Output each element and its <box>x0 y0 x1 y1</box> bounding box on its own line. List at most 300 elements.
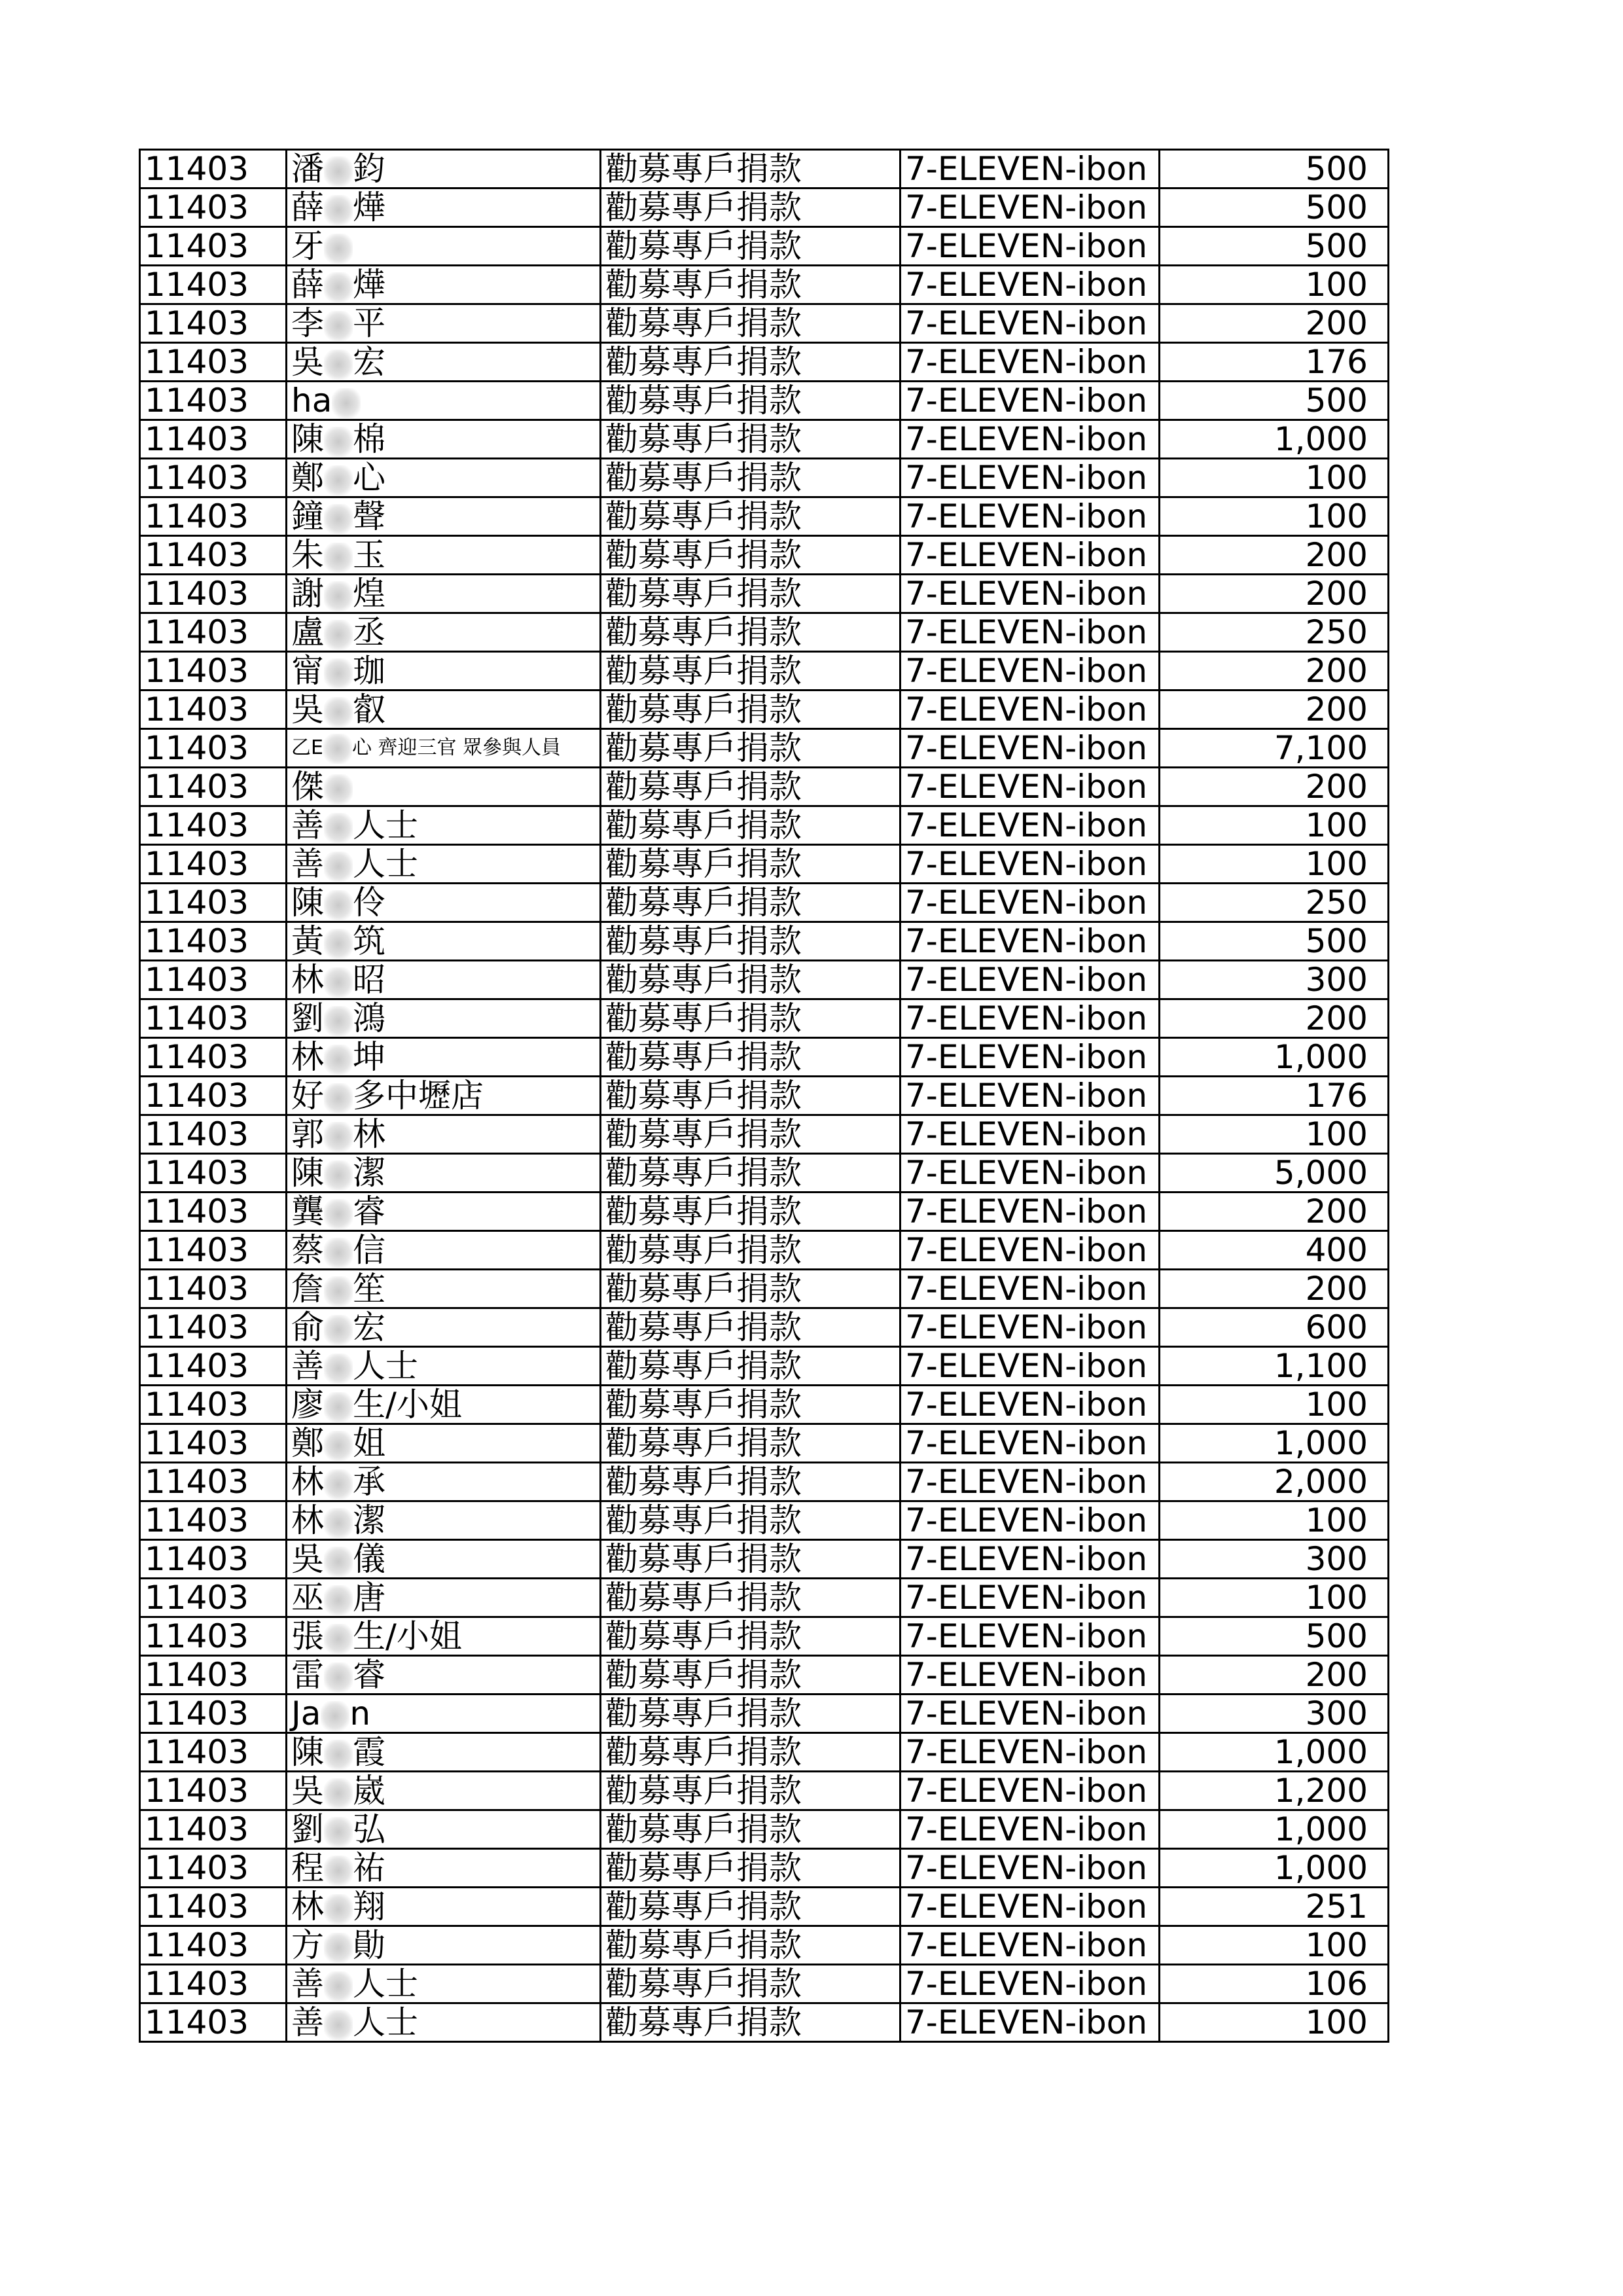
donor-name-rest: 霞 <box>353 1733 385 1771</box>
donor-name-cell <box>287 1926 601 1965</box>
amount-cell: 200 <box>1160 304 1389 343</box>
donor-name-rest: 鈞 <box>353 150 385 188</box>
donor-name-rest: n <box>349 1695 371 1732</box>
table-row <box>140 1540 1389 1579</box>
donor-name-rest: 人士 <box>353 845 418 883</box>
donor-name-cell <box>287 1463 601 1501</box>
donor-name-rest: 生/小姐 <box>353 1617 462 1655</box>
donation-type-cell: 勸募專戶捐款 <box>601 922 901 961</box>
donation-type-cell: 勸募專戶捐款 <box>601 845 901 884</box>
period-cell: 11403 <box>140 691 287 729</box>
table-row <box>140 806 1389 845</box>
privacy-blur-mask <box>324 1933 353 1963</box>
table-row <box>140 1231 1389 1270</box>
donor-name-rest: 丞 <box>353 613 385 651</box>
period-cell: 11403 <box>140 1115 287 1154</box>
period-cell: 11403 <box>140 729 287 768</box>
donor-name-first: 善 <box>291 806 324 844</box>
donor-name-cell <box>287 1695 601 1733</box>
payment-channel-cell: 7-ELEVEN-ibon <box>901 420 1160 459</box>
period-cell: 11403 <box>140 1733 287 1772</box>
amount-cell: 200 <box>1160 575 1389 613</box>
donation-type-cell: 勸募專戶捐款 <box>601 1579 901 1617</box>
privacy-blur-mask <box>324 2010 353 2040</box>
donation-type-cell: 勸募專戶捐款 <box>601 1888 901 1926</box>
donor-name-first: 牙 <box>291 227 324 265</box>
donor-name-rest: 玉 <box>353 536 385 574</box>
donor-name-cell <box>287 768 601 806</box>
donor-name-first: 林 <box>291 1463 324 1501</box>
donation-type-cell: 勸募專戶捐款 <box>601 729 901 768</box>
donor-name-first: 陳 <box>291 420 324 458</box>
donor-name-cell <box>287 1193 601 1231</box>
donation-type-cell: 勸募專戶捐款 <box>601 961 901 999</box>
donation-type-cell: 勸募專戶捐款 <box>601 1617 901 1656</box>
period-cell: 11403 <box>140 961 287 999</box>
period-cell: 11403 <box>140 1077 287 1115</box>
period-cell: 11403 <box>140 1501 287 1540</box>
donation-type-cell: 勸募專戶捐款 <box>601 1308 901 1347</box>
donation-type-cell: 勸募專戶捐款 <box>601 1926 901 1965</box>
period-cell: 11403 <box>140 1424 287 1463</box>
donor-name-rest: 坤 <box>353 1038 385 1076</box>
donor-name-cell <box>287 1501 601 1540</box>
table-row <box>140 1810 1389 1849</box>
donation-type-cell: 勸募專戶捐款 <box>601 806 901 845</box>
payment-channel-cell: 7-ELEVEN-ibon <box>901 343 1160 382</box>
period-cell: 11403 <box>140 1888 287 1926</box>
table-row <box>140 1463 1389 1501</box>
payment-channel-cell: 7-ELEVEN-ibon <box>901 1888 1160 1926</box>
table-row <box>140 188 1389 227</box>
donor-name-first: 朱 <box>291 536 324 574</box>
amount-cell: 100 <box>1160 497 1389 536</box>
period-cell: 11403 <box>140 304 287 343</box>
amount-cell: 500 <box>1160 382 1389 420</box>
donor-name-rest: 承 <box>353 1463 385 1501</box>
period-cell: 11403 <box>140 188 287 227</box>
privacy-blur-mask <box>324 852 353 882</box>
amount-cell: 100 <box>1160 806 1389 845</box>
donor-name-cell <box>287 575 601 613</box>
donor-name-first: 鄭 <box>291 459 324 497</box>
privacy-blur-mask <box>324 1238 353 1268</box>
payment-channel-cell: 7-ELEVEN-ibon <box>901 2003 1160 2042</box>
donor-name-rest: 儀 <box>353 1540 385 1578</box>
donor-name-first: 鄭 <box>291 1424 324 1462</box>
donor-name-first: 吳 <box>291 343 324 381</box>
donation-type-cell: 勸募專戶捐款 <box>601 1540 901 1579</box>
payment-channel-cell: 7-ELEVEN-ibon <box>901 1386 1160 1424</box>
donor-name-rest: 燁 <box>353 188 385 226</box>
period-cell: 11403 <box>140 1772 287 1810</box>
period-cell: 11403 <box>140 1193 287 1231</box>
period-cell: 11403 <box>140 999 287 1038</box>
donation-type-cell: 勸募專戶捐款 <box>601 1424 901 1463</box>
amount-cell: 176 <box>1160 1077 1389 1115</box>
donor-name-rest: 信 <box>353 1231 385 1269</box>
donor-name-first: 謝 <box>291 575 324 613</box>
payment-channel-cell: 7-ELEVEN-ibon <box>901 382 1160 420</box>
privacy-blur-mask <box>324 1817 353 1847</box>
donor-name-first: 林 <box>291 1888 324 1926</box>
amount-cell: 100 <box>1160 459 1389 497</box>
amount-cell: 100 <box>1160 1501 1389 1540</box>
table-row <box>140 884 1389 922</box>
donor-name-rest: 心 齊迎三官 眾參與人員 <box>351 736 562 759</box>
payment-channel-cell: 7-ELEVEN-ibon <box>901 536 1160 575</box>
donor-name-rest: 鴻 <box>353 999 385 1037</box>
donor-name-rest: 宏 <box>353 343 385 381</box>
payment-channel-cell: 7-ELEVEN-ibon <box>901 304 1160 343</box>
table-row <box>140 1154 1389 1193</box>
donor-name-first: 郭 <box>291 1115 324 1153</box>
donor-name-first: 薛 <box>291 266 324 304</box>
amount-cell: 100 <box>1160 2003 1389 2042</box>
amount-cell: 200 <box>1160 536 1389 575</box>
donation-type-cell: 勸募專戶捐款 <box>601 1656 901 1695</box>
donation-type-cell: 勸募專戶捐款 <box>601 420 901 459</box>
donor-name-first: 蔡 <box>291 1231 324 1269</box>
period-cell: 11403 <box>140 1656 287 1695</box>
table-row <box>140 1501 1389 1540</box>
amount-cell: 1,000 <box>1160 1424 1389 1463</box>
privacy-blur-mask <box>324 890 353 920</box>
period-cell: 11403 <box>140 1154 287 1193</box>
table-row <box>140 536 1389 575</box>
amount-cell: 600 <box>1160 1308 1389 1347</box>
donor-name-rest: 多中壢店 <box>353 1077 484 1115</box>
donation-type-cell: 勸募專戶捐款 <box>601 1733 901 1772</box>
privacy-blur-mask <box>324 234 353 264</box>
donor-name-cell <box>287 1849 601 1888</box>
amount-cell: 500 <box>1160 188 1389 227</box>
donor-name-rest: 棉 <box>353 420 385 458</box>
donor-name-cell <box>287 2003 601 2042</box>
donor-name-first: 薛 <box>291 188 324 226</box>
amount-cell: 1,000 <box>1160 420 1389 459</box>
payment-channel-cell: 7-ELEVEN-ibon <box>901 1926 1160 1965</box>
payment-channel-cell: 7-ELEVEN-ibon <box>901 1347 1160 1386</box>
table-row <box>140 1115 1389 1154</box>
privacy-blur-mask <box>324 543 353 573</box>
donor-name-first: 李 <box>291 304 324 342</box>
table-row <box>140 845 1389 884</box>
donor-name-cell <box>287 1386 601 1424</box>
donation-type-cell: 勸募專戶捐款 <box>601 1386 901 1424</box>
table-row <box>140 1733 1389 1772</box>
privacy-blur-mask <box>324 1469 353 1499</box>
privacy-blur-mask <box>323 734 352 764</box>
table-row <box>140 691 1389 729</box>
donation-type-cell: 勸募專戶捐款 <box>601 304 901 343</box>
donor-name-first: 吳 <box>291 1772 324 1810</box>
payment-channel-cell: 7-ELEVEN-ibon <box>901 845 1160 884</box>
privacy-blur-mask <box>324 1160 353 1191</box>
donor-name-first: Ja <box>291 1695 321 1732</box>
donation-type-cell: 勸募專戶捐款 <box>601 1038 901 1077</box>
payment-channel-cell: 7-ELEVEN-ibon <box>901 1463 1160 1501</box>
table-row <box>140 961 1389 999</box>
donor-name-rest: 勛 <box>353 1926 385 1964</box>
table-row <box>140 1038 1389 1077</box>
donor-name-rest: 平 <box>353 304 385 342</box>
table-row <box>140 1424 1389 1463</box>
donor-name-first: 善 <box>291 1347 324 1385</box>
donor-name-first: 廖 <box>291 1386 324 1424</box>
donor-name-first: 甯 <box>291 652 324 690</box>
donor-name-cell <box>287 150 601 188</box>
donor-name-first: 林 <box>291 1038 324 1076</box>
privacy-blur-mask <box>324 272 353 302</box>
period-cell: 11403 <box>140 1926 287 1965</box>
period-cell: 11403 <box>140 1347 287 1386</box>
privacy-blur-mask <box>324 504 353 534</box>
period-cell: 11403 <box>140 806 287 845</box>
payment-channel-cell: 7-ELEVEN-ibon <box>901 1810 1160 1849</box>
period-cell: 11403 <box>140 382 287 420</box>
privacy-blur-mask <box>324 658 353 689</box>
donor-name-cell <box>287 497 601 536</box>
donor-name-rest: 睿 <box>353 1656 385 1694</box>
donor-name-first: ha <box>291 382 332 420</box>
payment-channel-cell: 7-ELEVEN-ibon <box>901 806 1160 845</box>
payment-channel-cell: 7-ELEVEN-ibon <box>901 1424 1160 1463</box>
payment-channel-cell: 7-ELEVEN-ibon <box>901 188 1160 227</box>
donor-name-first: 雷 <box>291 1656 324 1694</box>
period-cell: 11403 <box>140 1270 287 1308</box>
donor-name-first: 陳 <box>291 884 324 922</box>
donation-type-cell: 勸募專戶捐款 <box>601 575 901 613</box>
table-row <box>140 343 1389 382</box>
privacy-blur-mask <box>324 1778 353 1808</box>
period-cell: 11403 <box>140 227 287 266</box>
donor-name-cell <box>287 1308 601 1347</box>
payment-channel-cell: 7-ELEVEN-ibon <box>901 768 1160 806</box>
donation-type-cell: 勸募專戶捐款 <box>601 1695 901 1733</box>
payment-channel-cell: 7-ELEVEN-ibon <box>901 150 1160 188</box>
donation-table-body <box>140 150 1389 2042</box>
amount-cell: 1,200 <box>1160 1772 1389 1810</box>
donor-name-cell <box>287 884 601 922</box>
privacy-blur-mask <box>324 195 353 225</box>
donor-name-rest: 姐 <box>353 1424 385 1462</box>
period-cell: 11403 <box>140 768 287 806</box>
donor-name-rest: 人士 <box>353 1347 418 1385</box>
payment-channel-cell: 7-ELEVEN-ibon <box>901 691 1160 729</box>
donation-type-cell: 勸募專戶捐款 <box>601 768 901 806</box>
donation-type-cell: 勸募專戶捐款 <box>601 2003 901 2042</box>
amount-cell: 176 <box>1160 343 1389 382</box>
table-row <box>140 652 1389 691</box>
period-cell: 11403 <box>140 1231 287 1270</box>
donation-type-cell: 勸募專戶捐款 <box>601 150 901 188</box>
privacy-blur-mask <box>324 1585 353 1615</box>
donor-name-cell <box>287 1579 601 1617</box>
donor-name-first: 善 <box>291 2003 324 2041</box>
amount-cell: 200 <box>1160 1270 1389 1308</box>
table-row <box>140 1270 1389 1308</box>
privacy-blur-mask <box>324 620 353 650</box>
table-row <box>140 459 1389 497</box>
payment-channel-cell: 7-ELEVEN-ibon <box>901 1695 1160 1733</box>
table-row <box>140 227 1389 266</box>
table-row <box>140 266 1389 304</box>
donor-name-rest: 聲 <box>353 497 385 535</box>
donation-type-cell: 勸募專戶捐款 <box>601 1965 901 2003</box>
table-row <box>140 150 1389 188</box>
donor-name-rest: 筑 <box>353 922 385 960</box>
donor-name-cell <box>287 845 601 884</box>
donor-name-cell <box>287 227 601 266</box>
donation-type-cell: 勸募專戶捐款 <box>601 1501 901 1540</box>
table-row <box>140 613 1389 652</box>
donation-type-cell: 勸募專戶捐款 <box>601 613 901 652</box>
donor-name-first: 吳 <box>291 1540 324 1578</box>
privacy-blur-mask <box>324 1083 353 1113</box>
donor-name-cell <box>287 1733 601 1772</box>
donor-name-cell <box>287 1347 601 1386</box>
privacy-blur-mask <box>321 1701 349 1731</box>
privacy-blur-mask <box>324 1431 353 1461</box>
privacy-blur-mask <box>324 156 353 187</box>
donation-type-cell: 勸募專戶捐款 <box>601 459 901 497</box>
donor-name-cell <box>287 343 601 382</box>
donor-name-cell <box>287 613 601 652</box>
privacy-blur-mask <box>324 1740 353 1770</box>
donor-name-cell <box>287 922 601 961</box>
donation-type-cell: 勸募專戶捐款 <box>601 1810 901 1849</box>
amount-cell: 200 <box>1160 1656 1389 1695</box>
table-row <box>140 2003 1389 2042</box>
donation-type-cell: 勸募專戶捐款 <box>601 1849 901 1888</box>
donation-type-cell: 勸募專戶捐款 <box>601 1077 901 1115</box>
period-cell: 11403 <box>140 2003 287 2042</box>
donor-name-first: 劉 <box>291 1810 324 1848</box>
donor-name-first: 傑 <box>291 768 324 806</box>
donor-name-rest: 祐 <box>353 1849 385 1887</box>
donor-name-first: 詹 <box>291 1270 324 1308</box>
amount-cell: 1,000 <box>1160 1038 1389 1077</box>
privacy-blur-mask <box>324 1971 353 2001</box>
donor-name-cell <box>287 1888 601 1926</box>
privacy-blur-mask <box>324 1006 353 1036</box>
payment-channel-cell: 7-ELEVEN-ibon <box>901 1540 1160 1579</box>
donor-name-cell <box>287 1965 601 2003</box>
donor-name-rest: 伶 <box>353 884 385 922</box>
donation-type-cell: 勸募專戶捐款 <box>601 884 901 922</box>
table-row <box>140 304 1389 343</box>
amount-cell: 500 <box>1160 922 1389 961</box>
donor-name-cell <box>287 304 601 343</box>
period-cell: 11403 <box>140 1463 287 1501</box>
payment-channel-cell: 7-ELEVEN-ibon <box>901 1849 1160 1888</box>
payment-channel-cell: 7-ELEVEN-ibon <box>901 575 1160 613</box>
period-cell: 11403 <box>140 1386 287 1424</box>
donor-name-cell <box>287 729 601 768</box>
amount-cell: 300 <box>1160 1695 1389 1733</box>
privacy-blur-mask <box>324 1508 353 1538</box>
donor-name-first: 程 <box>291 1849 324 1887</box>
donor-name-cell <box>287 1038 601 1077</box>
privacy-blur-mask <box>324 311 353 341</box>
payment-channel-cell: 7-ELEVEN-ibon <box>901 1656 1160 1695</box>
donor-name-cell <box>287 961 601 999</box>
privacy-blur-mask <box>324 465 353 495</box>
amount-cell: 100 <box>1160 266 1389 304</box>
privacy-blur-mask <box>324 1122 353 1152</box>
period-cell: 11403 <box>140 922 287 961</box>
amount-cell: 200 <box>1160 1193 1389 1231</box>
payment-channel-cell: 7-ELEVEN-ibon <box>901 1193 1160 1231</box>
payment-channel-cell: 7-ELEVEN-ibon <box>901 1617 1160 1656</box>
donation-table <box>139 149 1389 2043</box>
privacy-blur-mask <box>324 427 353 457</box>
donation-type-cell: 勸募專戶捐款 <box>601 1463 901 1501</box>
donor-name-rest: 笙 <box>353 1270 385 1308</box>
privacy-blur-mask <box>324 1894 353 1924</box>
payment-channel-cell: 7-ELEVEN-ibon <box>901 922 1160 961</box>
donor-name-first: 巫 <box>291 1579 324 1617</box>
donation-type-cell: 勸募專戶捐款 <box>601 266 901 304</box>
donor-name-first: 好 <box>291 1077 324 1115</box>
donation-type-cell: 勸募專戶捐款 <box>601 1347 901 1386</box>
donor-name-cell <box>287 382 601 420</box>
donor-name-cell <box>287 1772 601 1810</box>
donation-type-cell: 勸募專戶捐款 <box>601 1154 901 1193</box>
donor-name-rest: 潔 <box>353 1501 385 1539</box>
amount-cell: 1,100 <box>1160 1347 1389 1386</box>
table-row <box>140 497 1389 536</box>
privacy-blur-mask <box>324 1392 353 1422</box>
payment-channel-cell: 7-ELEVEN-ibon <box>901 1077 1160 1115</box>
table-row <box>140 1193 1389 1231</box>
payment-channel-cell: 7-ELEVEN-ibon <box>901 1154 1160 1193</box>
period-cell: 11403 <box>140 497 287 536</box>
payment-channel-cell: 7-ELEVEN-ibon <box>901 613 1160 652</box>
amount-cell: 100 <box>1160 1386 1389 1424</box>
donor-name-rest: 林 <box>353 1115 385 1153</box>
donor-name-cell <box>287 999 601 1038</box>
table-row <box>140 1965 1389 2003</box>
period-cell: 11403 <box>140 613 287 652</box>
amount-cell: 1,000 <box>1160 1810 1389 1849</box>
donation-type-cell: 勸募專戶捐款 <box>601 1231 901 1270</box>
period-cell: 11403 <box>140 459 287 497</box>
donor-name-rest: 翔 <box>353 1888 385 1926</box>
table-row <box>140 768 1389 806</box>
privacy-blur-mask <box>324 1045 353 1075</box>
amount-cell: 1,000 <box>1160 1733 1389 1772</box>
privacy-blur-mask <box>324 813 353 843</box>
donor-name-first: 乙E <box>291 736 323 759</box>
privacy-blur-mask <box>324 1547 353 1577</box>
payment-channel-cell: 7-ELEVEN-ibon <box>901 999 1160 1038</box>
amount-cell: 250 <box>1160 613 1389 652</box>
period-cell: 11403 <box>140 845 287 884</box>
payment-channel-cell: 7-ELEVEN-ibon <box>901 1270 1160 1308</box>
amount-cell: 300 <box>1160 1540 1389 1579</box>
donation-type-cell: 勸募專戶捐款 <box>601 1270 901 1308</box>
donor-name-cell <box>287 806 601 845</box>
donor-name-rest: 唐 <box>353 1579 385 1617</box>
amount-cell: 100 <box>1160 845 1389 884</box>
amount-cell: 200 <box>1160 999 1389 1038</box>
privacy-blur-mask <box>324 581 353 611</box>
period-cell: 11403 <box>140 652 287 691</box>
donation-type-cell: 勸募專戶捐款 <box>601 1193 901 1231</box>
donation-type-cell: 勸募專戶捐款 <box>601 691 901 729</box>
